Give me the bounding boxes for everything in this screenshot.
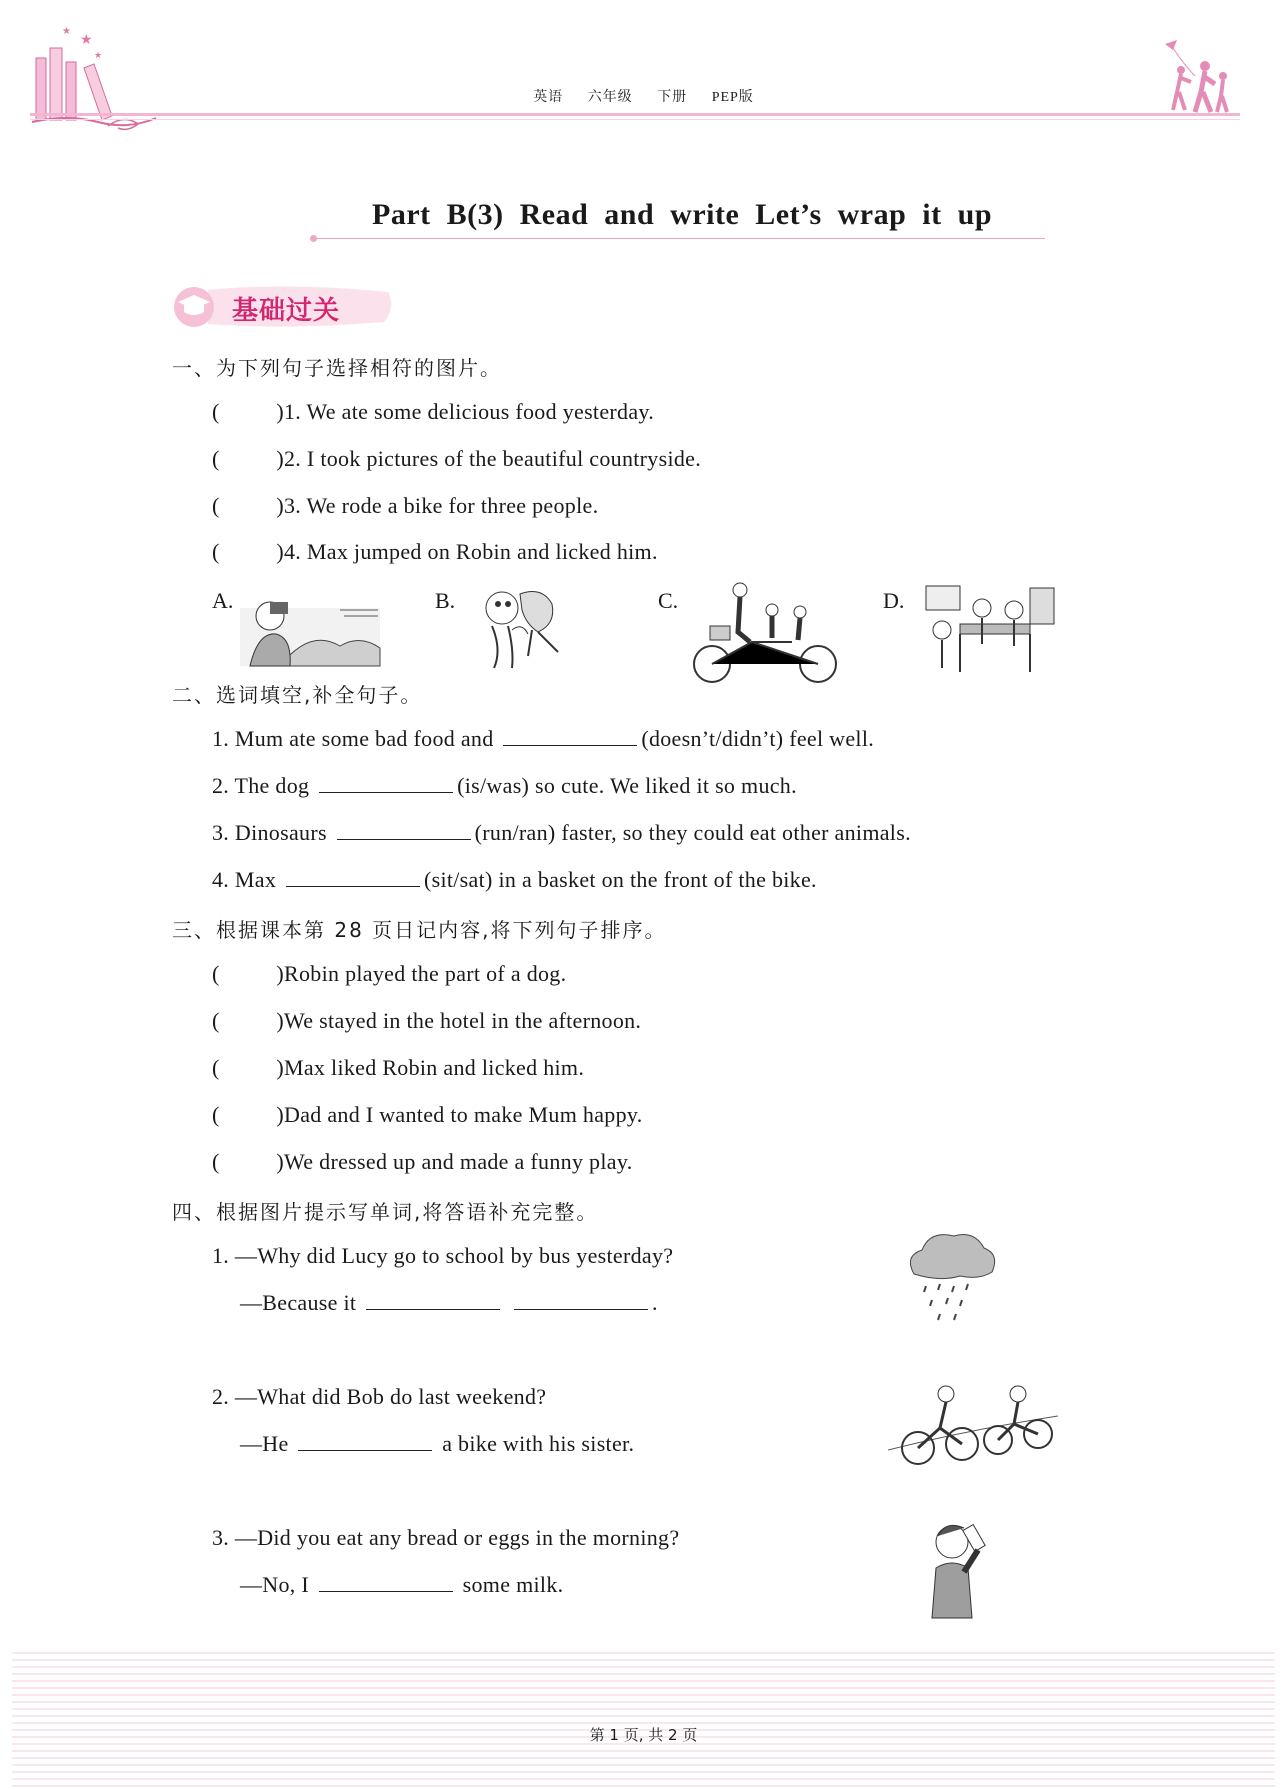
header-subject: 英语 [533, 90, 564, 105]
answer-bracket[interactable]: ) [276, 493, 284, 518]
answer-bracket[interactable]: ) [276, 961, 284, 986]
rain-cloud-icon [900, 1226, 1000, 1331]
kite-family-icon [1155, 36, 1240, 121]
list-item: ( ) 1. We ate some delicious food yesterday. [212, 399, 655, 424]
fill-blank[interactable] [298, 1432, 432, 1451]
q3-answer: —No, I some milk. [240, 1572, 564, 1597]
q3-question: 3. —Did you eat any bread or eggs in the morning? [212, 1525, 680, 1550]
answer-bracket[interactable]: ) [276, 446, 284, 471]
books-logo [28, 18, 158, 138]
fill-blank[interactable] [337, 821, 471, 840]
option-c-label: C. [658, 588, 679, 613]
svg-text:★: ★ [80, 33, 93, 48]
list-item: ( ) Max liked Robin and licked him. [212, 1055, 585, 1080]
list-item: ( ) 3. We rode a bike for three people. [212, 493, 599, 518]
photographer-picture [240, 588, 382, 673]
answer-bracket[interactable]: ) [276, 399, 284, 424]
fill-blank[interactable] [319, 774, 453, 793]
fill-blank[interactable] [366, 1291, 500, 1310]
q2-question: 2. —What did Bob do last weekend? [212, 1384, 547, 1409]
svg-text:★: ★ [94, 50, 103, 60]
answer-bracket[interactable]: ) [276, 539, 284, 564]
answer-bracket[interactable]: ) [276, 1055, 284, 1080]
q1-answer: —Because it . [240, 1290, 658, 1315]
badge-label: 基础过关 [232, 296, 341, 326]
list-item: 3. Dinosaurs (run/ran) faster, so they could eat other animals. [212, 820, 911, 845]
header-edition: PEP版 [711, 90, 754, 105]
fill-blank[interactable] [503, 727, 637, 746]
header-rule [30, 113, 1240, 116]
q1-question: 1. —Why did Lucy go to school by bus yesterday? [212, 1243, 674, 1268]
dog-licking-picture [472, 580, 568, 677]
tandem-bike-picture [692, 580, 842, 691]
footer-band [12, 1652, 1275, 1789]
title-rule [315, 238, 1045, 239]
section4-heading: 四、根据图片提示写单词,将答语补充完整。 [172, 1200, 599, 1224]
eating-party-picture [920, 582, 1058, 683]
list-item: 4. Max (sit/sat) in a basket on the front of the bike. [212, 867, 817, 892]
page-title: Part B(3) Read and write Let’s wrap it up [372, 198, 993, 231]
section3-heading: 三、根据课本第 28 页日记内容,将下列句子排序。 [172, 918, 667, 942]
header-grade: 六年级 [587, 90, 633, 105]
list-item: ( ) We dressed up and made a funny play. [212, 1149, 633, 1174]
drinking-milk-picture [924, 1516, 1010, 1625]
option-b-label: B. [435, 588, 456, 613]
fill-blank[interactable] [286, 868, 420, 887]
riding-bikes-picture [888, 1380, 1058, 1475]
list-item: ( ) Dad and I wanted to make Mum happy. [212, 1102, 643, 1127]
list-item: ( ) 4. Max jumped on Robin and licked him. [212, 539, 658, 564]
list-item: ( ) Robin played the part of a dog. [212, 961, 567, 986]
answer-bracket[interactable]: ) [276, 1008, 284, 1033]
option-d-label: D. [883, 588, 905, 613]
q2-answer: —He a bike with his sister. [240, 1431, 635, 1456]
svg-text:★: ★ [62, 26, 71, 37]
list-item: 1. Mum ate some bad food and (doesn’t/didn’t) feel well. [212, 726, 875, 751]
list-item: ( ) 2. I took pictures of the beautiful countryside. [212, 446, 702, 471]
option-a-label: A. [212, 588, 234, 613]
header-rule-thin [30, 119, 1240, 120]
header-volume: 下册 [657, 90, 688, 105]
section2-heading: 二、选词填空,补全句子。 [172, 683, 423, 707]
answer-bracket[interactable]: ) [276, 1102, 284, 1127]
list-item: 2. The dog (is/was) so cute. We liked it so much. [212, 773, 797, 798]
header-text [0, 86, 1287, 106]
list-item: ( ) We stayed in the hotel in the afternoon. [212, 1008, 642, 1033]
page-number: 第 1 页, 共 2 页 [589, 1726, 698, 1744]
fill-blank[interactable] [319, 1573, 453, 1592]
answer-bracket[interactable]: ) [276, 1149, 284, 1174]
fill-blank[interactable] [514, 1291, 648, 1310]
section1-heading: 一、为下列句子选择相符的图片。 [172, 356, 502, 380]
